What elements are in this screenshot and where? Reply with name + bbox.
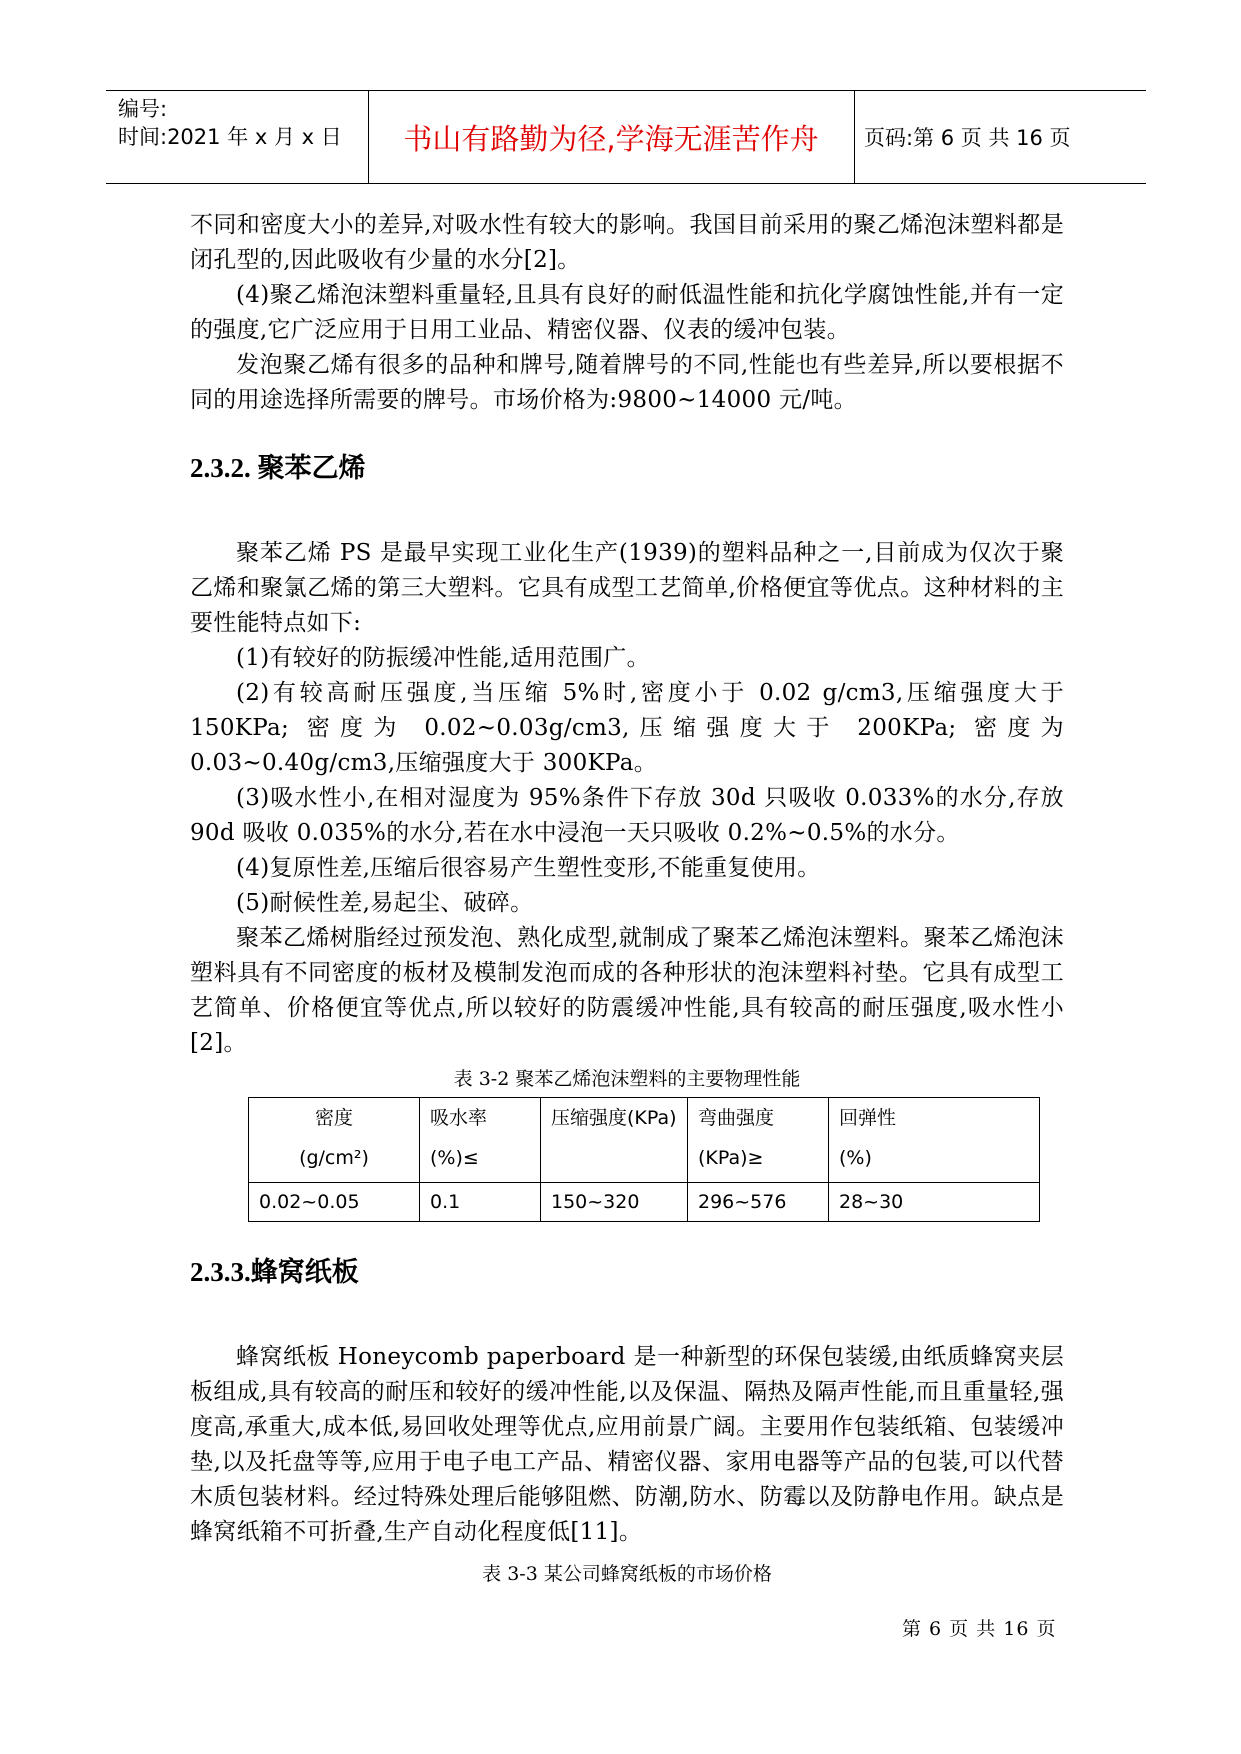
paragraph: 不同和密度大小的差异,对吸水性有较大的影响。我国目前采用的聚乙烯泡沫塑料都是闭孔型的,因此吸收有少量的水分[2]。: [190, 212, 1064, 273]
table-cell: 150~320: [541, 1183, 688, 1222]
table-header-cell: [249, 1098, 420, 1183]
table-header-cell: [420, 1098, 541, 1183]
table-row: [249, 1183, 1040, 1222]
header-line: 弯曲强度: [698, 1107, 775, 1129]
section-heading-233: 2.3.3.蜂窝纸板: [190, 1257, 359, 1287]
table-caption: 表 3-3 某公司蜂窝纸板的市场价格: [482, 1563, 772, 1585]
properties-table: [248, 1097, 1040, 1222]
header-meta: [118, 95, 342, 151]
list-item: (4)复原性差,压缩后很容易产生塑性变形,不能重复使用。: [236, 855, 821, 881]
section-heading-232: 2.3.2. 聚苯乙烯: [190, 453, 366, 483]
table-header-cell: [829, 1098, 1040, 1183]
document-number-label: 编号:: [118, 97, 168, 121]
header-line: (g/cm²): [299, 1147, 369, 1169]
table-caption: 表 3-2 聚苯乙烯泡沫塑料的主要物理性能: [453, 1068, 801, 1090]
table-cell: 0.1: [420, 1183, 541, 1222]
header-divider: [854, 91, 855, 183]
document-body: [190, 208, 1064, 1592]
table-header-cell: [541, 1098, 688, 1183]
list-item: (5)耐候性差,易起尘、破碎。: [236, 890, 534, 916]
header-page-info: 页码:第 6 页 共 16 页: [864, 126, 1071, 150]
header-line: 吸水率: [430, 1107, 488, 1129]
table-header-row: [249, 1098, 1040, 1183]
header-line: 回弹性: [839, 1107, 897, 1129]
table-header-cell: [688, 1098, 829, 1183]
list-item: (2)有较高耐压强度,当压缩 5%时,密度小于 0.02 g/cm3,压缩强度大于 150KPa; 密度为 0.02~0.03g/cm3,压缩强度大于 200KPa; 密度为 0.03~0.40g/cm3,压缩强度大于 300KPa。: [190, 680, 1064, 776]
paragraph: 聚苯乙烯树脂经过预发泡、熟化成型,就制成了聚苯乙烯泡沫塑料。聚苯乙烯泡沫塑料具有不同密度的板材及模制发泡而成的各种形状的泡沫塑料衬垫。它具有成型工艺简单、价格便宜等优点,所以较好的防震缓冲性能,具有较高的耐压强度,吸水性小[2]。: [190, 925, 1064, 1056]
list-item: (1)有较好的防振缓冲性能,适用范围广。: [236, 645, 650, 671]
header-line: (%): [839, 1147, 872, 1169]
paragraph: 蜂窝纸板 Honeycomb paperboard 是一种新型的环保包装缓,由纸质蜂窝夹层板组成,具有较高的耐压和较好的缓冲性能,以及保温、隔热及隔声性能,而且重量轻,强度高,承重大,成本低,易回收处理等优点,应用前景广阔。主要用作包装纸箱、包装缓冲垫,以及托盘等等,应用于电子电工产品、精密仪器、家用电器等产品的包装,可以代替木质包装材料。经过特殊处理后能够阻燃、防潮,防水、防霉以及防静电作用。缺点是蜂窝纸箱不可折叠,生产自动化程度低[11]。: [190, 1344, 1064, 1545]
header-line: 压缩强度(KPa): [551, 1107, 677, 1129]
table-cell: 0.02~0.05: [249, 1183, 420, 1222]
paragraph: 聚苯乙烯 PS 是最早实现工业化生产(1939)的塑料品种之一,目前成为仅次于聚乙烯和聚氯乙烯的第三大塑料。它具有成型工艺简单,价格便宜等优点。这种材料的主要性能特点如下:: [190, 540, 1064, 636]
header-line: 密度: [314, 1107, 353, 1129]
list-item: (3)吸水性小,在相对湿度为 95%条件下存放 30d 只吸收 0.033%的水分,存放 90d 吸收 0.035%的水分,若在水中浸泡一天只吸收 0.2%~0.5%的水分。: [190, 785, 1064, 846]
page-footer: 第 6 页 共 16 页: [902, 1618, 1057, 1640]
paragraph: (4)聚乙烯泡沫塑料重量轻,且具有良好的耐低温性能和抗化学腐蚀性能,并有一定的强度,它广泛应用于日用工业品、精密仪器、仪表的缓冲包装。: [190, 282, 1064, 343]
table-cell: 296~576: [688, 1183, 829, 1222]
header-motto: 书山有路勤为径,学海无涯苦作舟: [403, 121, 819, 156]
header-line: (%)≤: [430, 1147, 479, 1169]
header-line: (KPa)≥: [698, 1147, 764, 1169]
header-divider: [368, 91, 369, 183]
paragraph: 发泡聚乙烯有很多的品种和牌号,随着牌号的不同,性能也有些差异,所以要根据不同的用途选择所需要的牌号。市场价格为:9800~14000 元/吨。: [190, 352, 1064, 413]
document-time-label: 时间:2021 年 x 月 x 日: [118, 125, 342, 149]
page-header: [106, 90, 1146, 184]
table-cell: 28~30: [829, 1183, 1040, 1222]
